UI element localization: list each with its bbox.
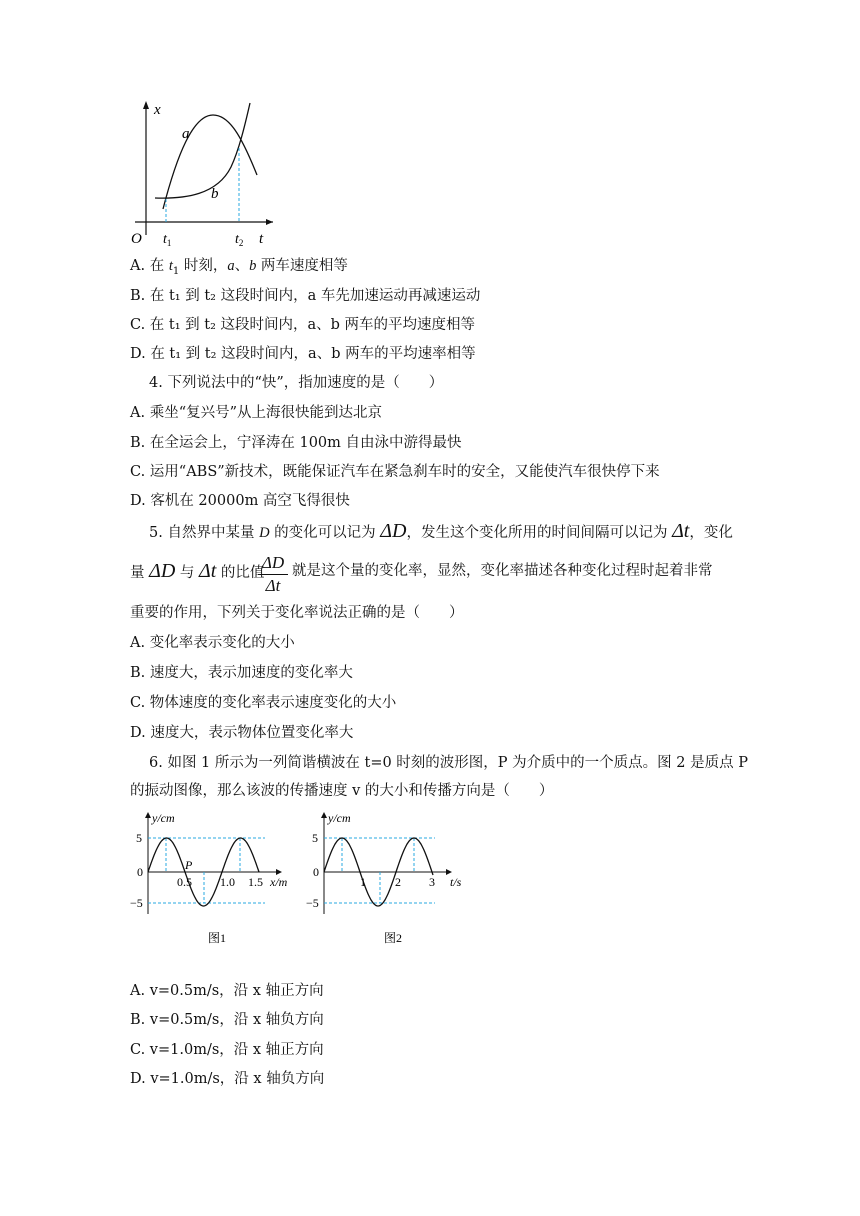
svg-text:P: P <box>185 858 193 872</box>
t2-label: $t_2$ <box>235 232 244 248</box>
fig2-caption: 图2 <box>384 931 403 945</box>
q4-option-a[interactable]: A. 乘坐“复兴号”从上海很快能到达北京 <box>130 405 383 421</box>
curve-b <box>155 103 250 198</box>
svg-text:y/cm: y/cm <box>152 811 175 825</box>
svg-text:−5: −5 <box>130 896 143 910</box>
svg-text:1.0: 1.0 <box>220 875 235 889</box>
fraction-numerator: ΔD <box>261 553 285 572</box>
svg-text:3: 3 <box>429 875 435 889</box>
svg-text:2: 2 <box>395 875 401 889</box>
svg-text:1.5: 1.5 <box>248 875 263 889</box>
fraction-denominator: Δt <box>265 576 281 595</box>
t-axis-label: t <box>259 231 264 247</box>
svg-text:5: 5 <box>312 831 318 845</box>
q5-option-d[interactable]: D. 速度大，表示物体位置变化率大 <box>130 725 354 741</box>
q3-option-d[interactable]: D. 在 t₁ 到 t₂ 这段时间内，a、b 两车的平均速率相等 <box>130 346 476 362</box>
q6-option-b[interactable]: B. v=0.5m/s，沿 x 轴负方向 <box>130 1012 324 1028</box>
t1-label: $t_1$ <box>163 232 172 248</box>
q3-option-a[interactable]: A. 在 $t_1$ 时刻，a、b 两车速度相等 <box>130 258 348 277</box>
origin-label: O <box>131 231 142 247</box>
q4-option-b[interactable]: B. 在全运会上，宁泽涛在 100m 自由泳中游得最快 <box>130 435 462 451</box>
q5-stem-line2-end: 就是这个量的变化率，显然，变化率描述各种变化过程时起着非常 <box>292 563 713 579</box>
x-axis-label: x <box>154 102 161 118</box>
x-axis-arrow <box>143 101 149 109</box>
q6-option-c[interactable]: C. v=1.0m/s，沿 x 轴正方向 <box>130 1042 324 1058</box>
fig1-caption: 图1 <box>208 931 227 945</box>
q6-option-a[interactable]: A. v=0.5m/s，沿 x 轴正方向 <box>130 983 324 999</box>
wave-figure-1 <box>130 808 300 948</box>
q5-stem-line2: 量 ΔD 与 Δt 的比值 <box>130 560 265 582</box>
q6-stem-line2: 的振动图像，那么该波的传播速度 v 的大小和传播方向是（ ） <box>130 783 554 799</box>
wave-figure-2 <box>300 808 470 948</box>
q3-option-b[interactable]: B. 在 t₁ 到 t₂ 这段时间内，a 车先加速运动再减速运动 <box>130 288 481 304</box>
q4-stem: 4. 下列说法中的“快”，指加速度的是（ ） <box>149 375 444 391</box>
q6-stem-line1: 6. 如图 1 所示为一列简谐横波在 t=0 时刻的波形图，P 为介质中的一个质点。图 2 是质点 P <box>149 755 748 771</box>
q4-option-c[interactable]: C. 运用“ABS”新技术，既能保证汽车在紧急刹车时的安全，又能使汽车很快停下来 <box>130 464 660 480</box>
svg-text:y/cm: y/cm <box>328 811 351 825</box>
q5-fraction <box>258 553 288 596</box>
svg-text:0: 0 <box>137 865 143 879</box>
svg-text:0: 0 <box>313 865 319 879</box>
curve-a <box>163 115 257 209</box>
svg-text:−5: −5 <box>306 896 319 910</box>
q5-option-a[interactable]: A. 变化率表示变化的大小 <box>130 635 295 651</box>
q5-option-b[interactable]: B. 速度大，表示加速度的变化率大 <box>130 665 353 681</box>
svg-text:0.5: 0.5 <box>177 875 192 889</box>
svg-text:5: 5 <box>136 831 142 845</box>
curve-b-label: b <box>211 186 219 202</box>
q3-option-c[interactable]: C. 在 t₁ 到 t₂ 这段时间内，a、b 两车的平均速度相等 <box>130 317 476 333</box>
svg-text:1: 1 <box>360 875 366 889</box>
xt-graph <box>125 95 285 250</box>
q5-stem-line3: 重要的作用，下列关于变化率说法正确的是（ ） <box>130 605 464 621</box>
q5-option-c[interactable]: C. 物体速度的变化率表示速度变化的大小 <box>130 695 397 711</box>
q6-option-d[interactable]: D. v=1.0m/s，沿 x 轴负方向 <box>130 1071 325 1087</box>
svg-text:x/m: x/m <box>270 875 288 889</box>
svg-text:t/s: t/s <box>450 875 462 889</box>
curve-a-label: a <box>182 126 190 142</box>
t-axis-arrow <box>266 219 273 225</box>
fraction-bar <box>258 574 288 575</box>
q4-option-d[interactable]: D. 客机在 20000m 高空飞得很快 <box>130 493 350 509</box>
q5-stem-line1: 5. 自然界中某量 D 的变化可以记为 ΔD，发生这个变化所用的时间间隔可以记为 Δt，变化 <box>149 520 733 542</box>
